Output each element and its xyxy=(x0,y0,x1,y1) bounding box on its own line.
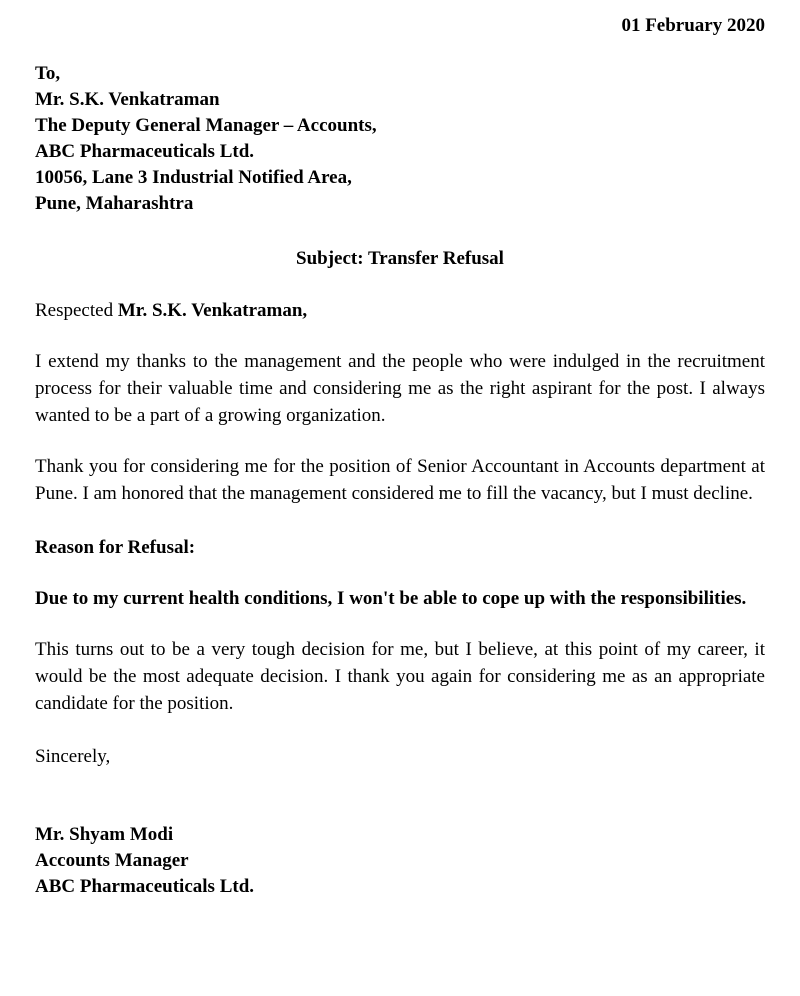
letter-content xyxy=(35,0,765,900)
body-paragraph-1: I extend my thanks to the management and the people who were indulged in the recruitment process for their valuable time and considering me as the right aspirant for the post. I always wanted to be a part of a growing organization. xyxy=(35,351,765,426)
signature-name: Mr. Shyam Modi xyxy=(35,824,174,845)
signature-company: ABC Pharmaceuticals Ltd. xyxy=(35,876,255,897)
reason-heading: Reason for Refusal: xyxy=(35,537,196,558)
body-paragraph-3: This turns out to be a very tough decision for me, but I believe, at this point of my career, it would be the most adequate decision. I thank you again for considering me as an appropriate candidate for the position. xyxy=(35,639,765,714)
recipient-address-block xyxy=(35,61,765,217)
salutation-prefix: Respected xyxy=(35,300,118,321)
signature-block xyxy=(35,822,765,900)
address-line: Mr. S.K. Venkatraman xyxy=(35,89,220,110)
signature-title: Accounts Manager xyxy=(35,850,189,871)
address-line: 10056, Lane 3 Industrial Notified Area, xyxy=(35,167,352,188)
closing-line: Sincerely, xyxy=(35,746,111,767)
address-line: ABC Pharmaceuticals Ltd. xyxy=(35,141,255,162)
address-line: To, xyxy=(35,63,61,84)
salutation xyxy=(35,298,765,324)
body-paragraph-2: Thank you for considering me for the position of Senior Accountant in Accounts department at Pune. I am honored that the management considered me to fill the vacancy, but I must decline. xyxy=(35,456,765,504)
address-line: Pune, Maharashtra xyxy=(35,193,194,214)
subject-line: Subject: Transfer Refusal xyxy=(296,248,504,269)
salutation-name: Mr. S.K. Venkatraman, xyxy=(117,300,308,321)
address-line: The Deputy General Manager – Accounts, xyxy=(35,115,377,136)
reason-text: Due to my current health conditions, I won't be able to cope up with the responsibilities. xyxy=(35,588,747,609)
letter-date: 01 February 2020 xyxy=(621,15,765,36)
